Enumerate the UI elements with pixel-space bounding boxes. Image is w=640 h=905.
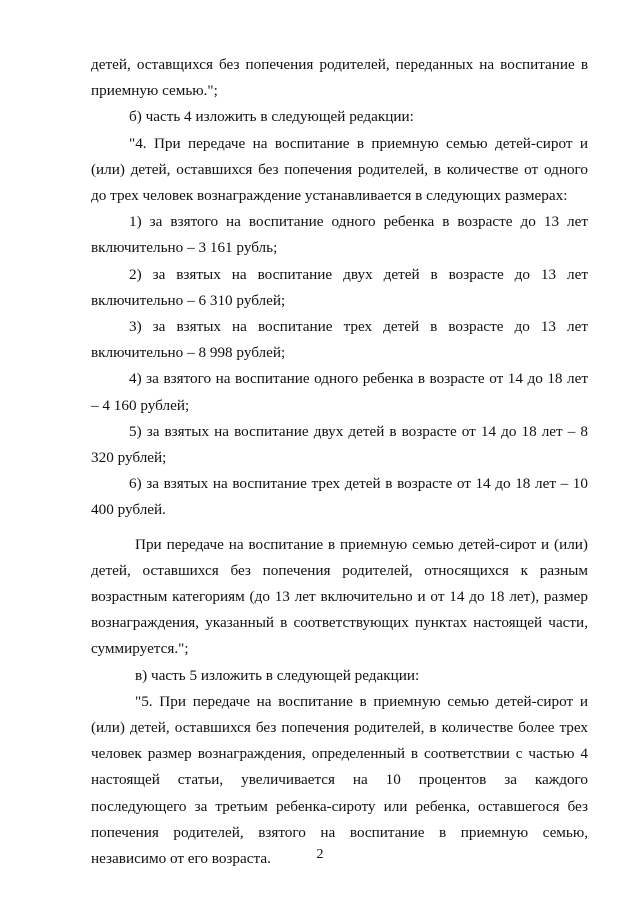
paragraph-item-3: 3) за взятых на воспитание трех детей в возрасте до 13 лет включительно – 8 998 рублей; — [91, 318, 588, 362]
paragraph-item-6: 6) за взятых на воспитание трех детей в возрасте от 14 до 18 лет – 10 400 рублей. — [91, 475, 588, 519]
paragraph-part-5: "5. При передаче на воспитание в приемную семью детей-сирот и (или) детей, оставшихся без попечения родителей, в количестве более трех человек размер вознаграждения, определенный в соответствии с частью 4 настоящей статьи, увеличивается на 10 процентов за каждого последующего за третьим ребенка-сироту или ребенка, оставшегося без попечения родителей, взятого на воспитание в приемную семью, независимо от его возраста. — [91, 692, 588, 868]
paragraph-item-2: 2) за взятых на воспитание двух детей в возрасте до 13 лет включительно – 6 310 рублей; — [91, 265, 588, 309]
document-body — [91, 52, 588, 872]
paragraph-continuation: детей, оставщихся без попечения родителей, переданных на воспитание в приемную семью."; — [91, 56, 588, 100]
paragraph-item-5: 5) за взятых на воспитание двух детей в возрасте от 14 до 18 лет – 8 320 рублей; — [91, 422, 588, 467]
paragraph-item-1: 1) за взятого на воспитание одного ребенка в возрасте до 13 лет включительно – 3 161 рубль; — [91, 213, 588, 257]
paragraph-part-4: "4. При передаче на воспитание в приемную семью детей-сирот и (или) детей, оставшихся без попечения родителей, в количестве от одного до трех человек вознаграждение устанавливается в следующих размерах: — [91, 134, 588, 205]
paragraph-item-4: 4) за взятого на воспитание одного ребенка в возрасте от 14 до 18 лет – 4 160 рублей; — [91, 370, 588, 414]
paragraph-amendment-v: в) часть 5 изложить в следующей редакции: — [135, 666, 420, 684]
page-number: 2 — [316, 847, 324, 862]
paragraph-summation: При передаче на воспитание в приемную семью детей-сирот и (или) детей, оставшихся без попечения родителей, относящихся к разным возрастным категориям (до 13 лет включительно и от 14 до 18 лет), размер вознаграждения, указанный в соответствующих пунктах настоящей части, суммируется."; — [91, 535, 588, 658]
paragraph-amendment-b: б) часть 4 изложить в следующей редакции: — [129, 108, 414, 126]
